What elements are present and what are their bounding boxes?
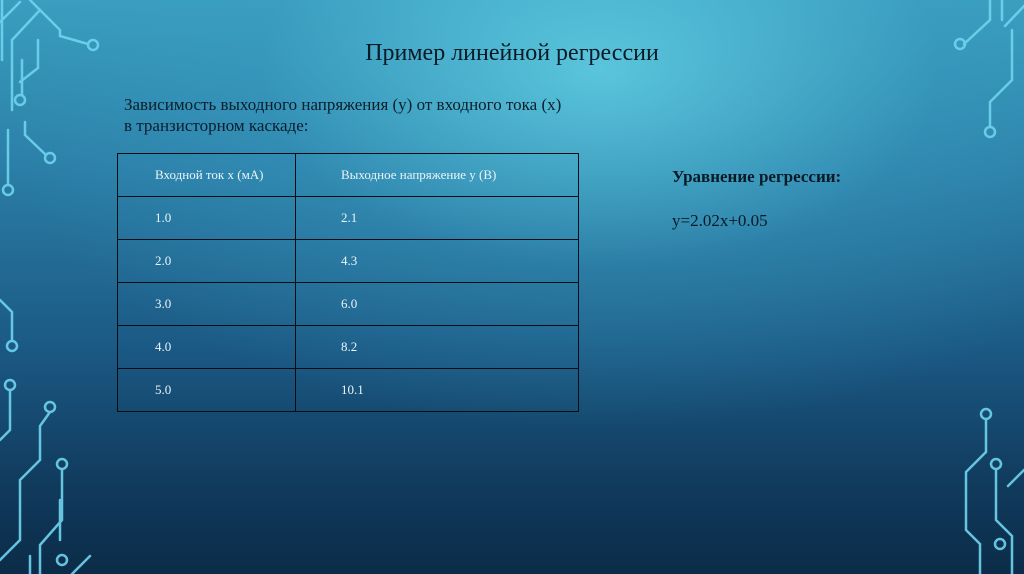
cell-x: 2.0 (118, 240, 296, 283)
regression-heading: Уравнение регрессии: (672, 167, 842, 186)
cell-y: 4.3 (296, 240, 579, 283)
cell-y: 10.1 (296, 369, 579, 412)
cell-x: 1.0 (118, 197, 296, 240)
table-row (118, 283, 579, 326)
cell-y: 8.2 (296, 326, 579, 369)
intro-text (124, 94, 644, 136)
cell-x: 5.0 (118, 369, 296, 412)
cell-y: 2.1 (296, 197, 579, 240)
header-input-current: Входной ток x (мА) (118, 154, 296, 197)
table-row (118, 326, 579, 369)
table-row (118, 369, 579, 412)
slide-title: Пример линейной регрессии (365, 40, 659, 66)
cell-y: 6.0 (296, 283, 579, 326)
cell-x: 4.0 (118, 326, 296, 369)
intro-line-1: Зависимость выходного напряжения (у) от входного тока (х) (124, 95, 562, 114)
data-table (117, 153, 579, 412)
header-output-voltage: Выходное напряжение y (В) (296, 154, 579, 197)
table-row (118, 240, 579, 283)
intro-line-2: в транзисторном каскаде: (124, 116, 309, 135)
table-header-row (118, 154, 579, 197)
cell-x: 3.0 (118, 283, 296, 326)
table-row (118, 197, 579, 240)
regression-equation: y=2.02x+0.05 (672, 211, 768, 230)
